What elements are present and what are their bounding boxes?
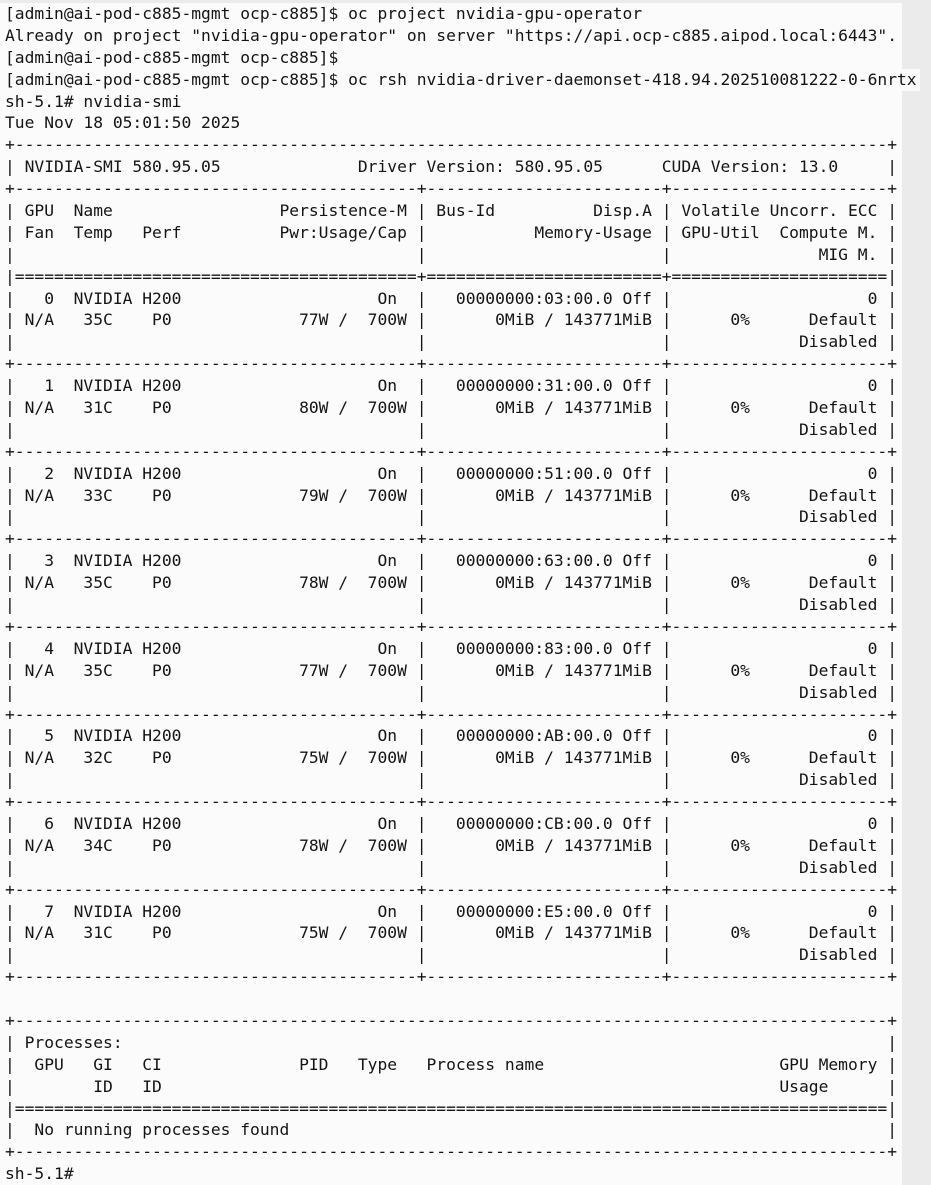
terminal-line: | N/A 35C P0 78W / 700W | 0MiB / 143771MiB | 0% Default | [0, 572, 902, 594]
terminal-line [0, 988, 902, 1010]
terminal-line: Tue Nov 18 05:01:50 2025 [0, 112, 902, 134]
terminal-line: | ID ID Usage | [0, 1076, 902, 1098]
terminal-line: | GPU Name Persistence-M | Bus-Id Disp.A | Volatile Uncorr. ECC | [0, 200, 902, 222]
terminal-line: | 3 NVIDIA H200 On | 00000000:63:00.0 Off | 0 | [0, 550, 902, 572]
terminal-line: [admin@ai-pod-c885-mgmt ocp-c885]$ [0, 47, 902, 69]
terminal-line: +-----------------------------------------+------------------------+----------------------+ [0, 441, 902, 463]
terminal-line: sh-5.1# nvidia-smi [0, 91, 902, 113]
terminal-line: | 1 NVIDIA H200 On | 00000000:31:00.0 Off | 0 | [0, 375, 902, 397]
terminal-line: | No running processes found | [0, 1119, 902, 1141]
terminal-line: | Processes: | [0, 1032, 902, 1054]
terminal-line: | Fan Temp Perf Pwr:Usage/Cap | Memory-Usage | GPU-Util Compute M. | [0, 222, 902, 244]
terminal-line: | 5 NVIDIA H200 On | 00000000:AB:00.0 Off | 0 | [0, 725, 902, 747]
terminal-line: +-----------------------------------------+------------------------+----------------------+ [0, 966, 902, 988]
terminal-line: +-----------------------------------------+------------------------+----------------------+ [0, 879, 902, 901]
terminal-line: +-----------------------------------------+------------------------+----------------------+ [0, 791, 902, 813]
terminal-line: [admin@ai-pod-c885-mgmt ocp-c885]$ oc project nvidia-gpu-operator [0, 3, 902, 25]
terminal-line: | 4 NVIDIA H200 On | 00000000:83:00.0 Off | 0 | [0, 638, 902, 660]
terminal-line: | N/A 31C P0 80W / 700W | 0MiB / 143771MiB | 0% Default | [0, 397, 902, 419]
terminal-line: | | | Disabled | [0, 331, 902, 353]
terminal-line: +-----------------------------------------------------------------------------------------+ [0, 1141, 902, 1163]
terminal-line: +-----------------------------------------+------------------------+----------------------+ [0, 353, 902, 375]
terminal-line: Already on project "nvidia-gpu-operator" on server "https://api.ocp-c885.aipod.local:6443". [0, 25, 902, 47]
terminal-line: | N/A 31C P0 75W / 700W | 0MiB / 143771MiB | 0% Default | [0, 922, 902, 944]
terminal-line: +-----------------------------------------------------------------------------------------+ [0, 134, 902, 156]
terminal-line: +-----------------------------------------+------------------------+----------------------+ [0, 704, 902, 726]
terminal-line: | | | Disabled | [0, 769, 902, 791]
terminal-line: +-----------------------------------------+------------------------+----------------------+ [0, 178, 902, 200]
terminal-line: | GPU GI CI PID Type Process name GPU Memory | [0, 1054, 902, 1076]
terminal-line: | N/A 35C P0 77W / 700W | 0MiB / 143771MiB | 0% Default | [0, 309, 902, 331]
terminal-line: +-----------------------------------------+------------------------+----------------------+ [0, 528, 902, 550]
terminal-line: | | | Disabled | [0, 506, 902, 528]
terminal-line: | | | Disabled | [0, 682, 902, 704]
terminal-line: | NVIDIA-SMI 580.95.05 Driver Version: 580.95.05 CUDA Version: 13.0 | [0, 156, 902, 178]
terminal-line: |=========================================+========================+======================| [0, 266, 902, 288]
terminal-line: +-----------------------------------------------------------------------------------------+ [0, 1010, 902, 1032]
terminal-line: | N/A 34C P0 78W / 700W | 0MiB / 143771MiB | 0% Default | [0, 835, 902, 857]
terminal-line: | N/A 35C P0 77W / 700W | 0MiB / 143771MiB | 0% Default | [0, 660, 902, 682]
terminal-line: sh-5.1# [0, 1163, 902, 1185]
terminal-line: | | | Disabled | [0, 857, 902, 879]
terminal-line: |=========================================================================================| [0, 1098, 902, 1120]
terminal-line: | N/A 33C P0 79W / 700W | 0MiB / 143771MiB | 0% Default | [0, 485, 902, 507]
terminal-line: | | | MIG M. | [0, 244, 902, 266]
terminal-line: | 2 NVIDIA H200 On | 00000000:51:00.0 Off | 0 | [0, 463, 902, 485]
terminal-line: [admin@ai-pod-c885-mgmt ocp-c885]$ oc rsh nvidia-driver-daemonset-418.94.202510081222-0-6nrtx [0, 69, 920, 91]
terminal-line: +-----------------------------------------+------------------------+----------------------+ [0, 616, 902, 638]
terminal-line: | 0 NVIDIA H200 On | 00000000:03:00.0 Off | 0 | [0, 288, 902, 310]
terminal-line: | 6 NVIDIA H200 On | 00000000:CB:00.0 Off | 0 | [0, 813, 902, 835]
terminal-line: | N/A 32C P0 75W / 700W | 0MiB / 143771MiB | 0% Default | [0, 747, 902, 769]
terminal-line: | 7 NVIDIA H200 On | 00000000:E5:00.0 Off | 0 | [0, 901, 902, 923]
terminal-line: | | | Disabled | [0, 594, 902, 616]
terminal-line: | | | Disabled | [0, 419, 902, 441]
terminal-line: | | | Disabled | [0, 944, 902, 966]
